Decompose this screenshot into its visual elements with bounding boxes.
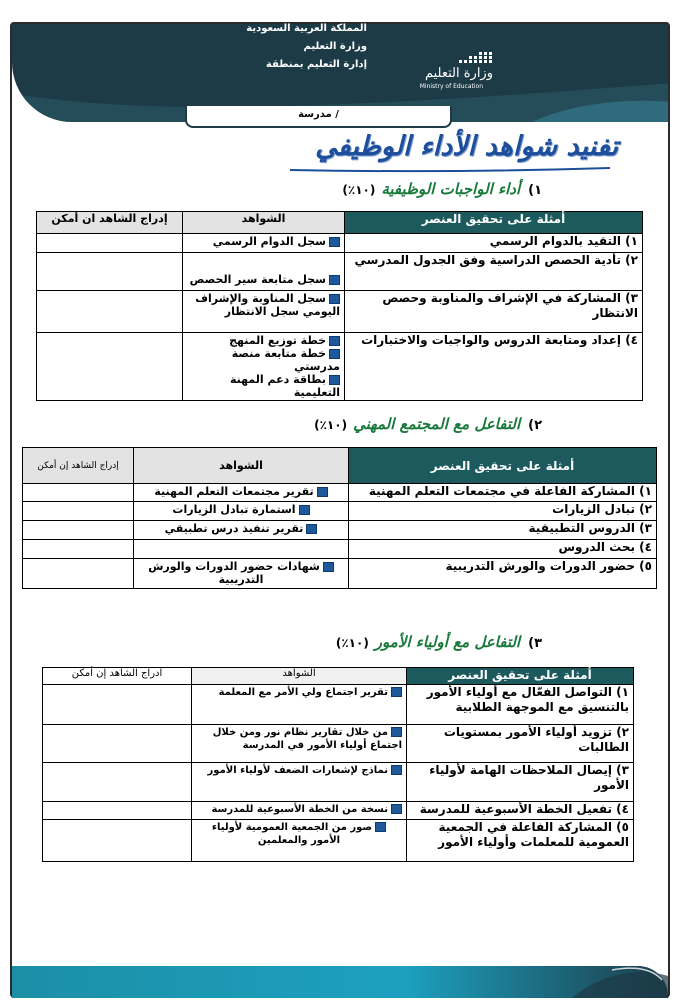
section-1-table bbox=[36, 211, 643, 401]
title-underline bbox=[290, 167, 610, 173]
checkbox-icon[interactable] bbox=[299, 505, 310, 515]
insert-evidence-cell[interactable] bbox=[43, 725, 192, 763]
col-insert-evidence: إدراج الشاهد إن أمكن bbox=[23, 448, 134, 484]
section-3-percent: (١٠٪) bbox=[335, 636, 369, 650]
evidence-cell bbox=[183, 333, 345, 401]
evidence-cell bbox=[134, 559, 349, 589]
evidence-text: تقرير مجتمعات التعلم المهنية bbox=[154, 485, 314, 498]
evidence-cell bbox=[192, 685, 407, 725]
col-evidence: الشواهد bbox=[183, 212, 345, 234]
table-header-row bbox=[37, 212, 643, 234]
page-title: تفنيد شواهد الأداء الوظيفي bbox=[315, 131, 618, 162]
checkbox-icon[interactable] bbox=[317, 487, 328, 497]
table-row bbox=[23, 540, 657, 559]
insert-evidence-cell[interactable] bbox=[37, 253, 183, 291]
logo-arabic-text: وزارة التعليم bbox=[424, 66, 493, 81]
evidence-cell bbox=[192, 820, 407, 862]
table-row bbox=[37, 291, 643, 333]
school-name-field bbox=[185, 106, 452, 128]
insert-evidence-cell[interactable] bbox=[23, 484, 134, 502]
insert-evidence-cell[interactable] bbox=[43, 802, 192, 820]
logo-english-text: Ministry of Education bbox=[419, 83, 483, 90]
section-2-percent: (١٠٪) bbox=[314, 418, 348, 432]
evidence-text: نسخة من الخطة الأسبوعية للمدرسة bbox=[211, 804, 388, 815]
checkbox-icon[interactable] bbox=[391, 765, 402, 775]
evidence-text: سجل الدوام الرسمي bbox=[212, 235, 326, 248]
section-1-heading bbox=[342, 180, 542, 198]
col-evidence: الشواهد bbox=[192, 668, 407, 685]
header-department: إدارة التعليم بمنطقة bbox=[265, 59, 367, 70]
checkbox-icon[interactable] bbox=[391, 727, 402, 737]
example-item: ٤) تفعيل الخطة الأسبوعية للمدرسة bbox=[407, 802, 634, 820]
example-item: ١) التواصل الفعّال مع أولياء الأمور بالتنسيق مع الموجهة الطلابية bbox=[407, 685, 634, 725]
evidence-cell bbox=[192, 725, 407, 763]
logo-dots-icon bbox=[409, 50, 493, 66]
footer-banner bbox=[12, 966, 668, 998]
insert-evidence-cell[interactable] bbox=[23, 540, 134, 559]
evidence-text: خطة متابعة منصة مدرستي bbox=[231, 347, 340, 373]
evidence-text: سجل متابعة سير الحصص bbox=[189, 273, 326, 286]
insert-evidence-cell[interactable] bbox=[43, 820, 192, 862]
example-item: ٤) إعداد ومتابعة الدروس والواجبات والاختبارات bbox=[345, 333, 643, 401]
insert-evidence-cell[interactable] bbox=[37, 234, 183, 253]
section-3-number: ٣) bbox=[528, 636, 542, 651]
school-label: مدرسة / bbox=[298, 109, 339, 120]
insert-evidence-cell[interactable] bbox=[43, 763, 192, 802]
example-item: ٥) المشاركة الفاعلة في الجمعية العمومية للمعلمات وأولياء الأمور bbox=[407, 820, 634, 862]
table-row bbox=[43, 820, 634, 862]
section-2-heading bbox=[314, 415, 542, 433]
col-insert-evidence: إدراج الشاهد ان أمكن bbox=[37, 212, 183, 234]
table-header-row bbox=[43, 668, 634, 685]
insert-evidence-cell[interactable] bbox=[43, 685, 192, 725]
table-header-row bbox=[23, 448, 657, 484]
header-kingdom: المملكة العربية السعودية bbox=[246, 23, 367, 34]
footer-wave-decoration bbox=[12, 966, 668, 998]
table-row bbox=[23, 484, 657, 502]
evidence-cell bbox=[134, 521, 349, 540]
example-item: ٣) المشاركة في الإشراف والمناوبة وحصص الانتظار bbox=[345, 291, 643, 333]
evidence-cell bbox=[192, 763, 407, 802]
col-examples: أمثلة على تحقيق العنصر bbox=[349, 448, 657, 484]
header-ministry-text bbox=[0, 20, 367, 74]
table-row bbox=[43, 763, 634, 802]
evidence-text: نماذج لإشعارات الضعف لأولياء الأمور bbox=[207, 765, 388, 776]
checkbox-icon[interactable] bbox=[329, 336, 340, 346]
insert-evidence-cell[interactable] bbox=[37, 291, 183, 333]
example-item: ٢) تبادل الزيارات bbox=[349, 502, 657, 521]
section-3-title: التفاعل مع أولياء الأمور bbox=[374, 633, 521, 651]
evidence-text: استمارة تبادل الزيارات bbox=[172, 503, 296, 516]
evidence-cell bbox=[192, 802, 407, 820]
insert-evidence-cell[interactable] bbox=[37, 333, 183, 401]
evidence-cell bbox=[183, 234, 345, 253]
evidence-cell bbox=[183, 291, 345, 333]
section-2-number: ٢) bbox=[528, 418, 542, 433]
example-item: ٣) الدروس التطبيقية bbox=[349, 521, 657, 540]
example-item: ١) التقيد بالدوام الرسمي bbox=[345, 234, 643, 253]
table-row bbox=[37, 333, 643, 401]
evidence-cell bbox=[183, 253, 345, 291]
col-evidence: الشواهد bbox=[134, 448, 349, 484]
checkbox-icon[interactable] bbox=[391, 804, 402, 814]
table-row bbox=[43, 802, 634, 820]
section-2-table bbox=[22, 447, 657, 589]
insert-evidence-cell[interactable] bbox=[23, 502, 134, 521]
col-examples: أمثلة على تحقيق العنصر bbox=[407, 668, 634, 685]
insert-evidence-cell[interactable] bbox=[23, 559, 134, 589]
evidence-text: شهادات حضور الدورات والورش التدريبية bbox=[148, 560, 320, 586]
section-2-title: التفاعل مع المجتمع المهني bbox=[353, 415, 521, 433]
section-1-percent: (١٠٪) bbox=[342, 183, 376, 197]
checkbox-icon[interactable] bbox=[323, 562, 334, 572]
table-row bbox=[43, 685, 634, 725]
table-row bbox=[23, 502, 657, 521]
checkbox-icon[interactable] bbox=[329, 237, 340, 247]
evidence-text: من خلال تقارير نظام نور ومن خلال اجتماع أولياء الأمور في المدرسة bbox=[212, 727, 402, 751]
col-examples: أمثلة على تحقيق العنصر bbox=[345, 212, 643, 234]
example-item: ٤) بحث الدروس bbox=[349, 540, 657, 559]
example-item: ٥) حضور الدورات والورش التدريبية bbox=[349, 559, 657, 589]
section-1-number: ١) bbox=[528, 183, 542, 198]
example-item: ٢) تأدية الحصص الدراسية وفق الجدول المدرسي bbox=[345, 253, 643, 291]
evidence-text: خطة توزيع المنهج bbox=[229, 334, 326, 347]
evidence-cell bbox=[134, 540, 349, 559]
evidence-text: صور من الجمعية العمومية لأولياء الأمور والمعلمين bbox=[211, 822, 373, 846]
checkbox-icon[interactable] bbox=[306, 524, 317, 534]
checkbox-icon[interactable] bbox=[329, 375, 340, 385]
evidence-text: تقرير اجتماع ولي الأمر مع المعلمة bbox=[218, 687, 388, 698]
table-row bbox=[23, 559, 657, 589]
checkbox-icon[interactable] bbox=[375, 822, 386, 832]
checkbox-icon[interactable] bbox=[391, 687, 402, 697]
example-item: ٢) تزويد أولياء الأمور بمستويات الطالبات bbox=[407, 725, 634, 763]
evidence-cell bbox=[134, 484, 349, 502]
section-3-heading bbox=[336, 633, 542, 651]
header-ministry: وزارة التعليم bbox=[303, 41, 367, 52]
table-row bbox=[37, 253, 643, 291]
example-item: ٣) إيصال الملاحظات الهامة لأولياء الأمور bbox=[407, 763, 634, 802]
table-row bbox=[43, 725, 634, 763]
evidence-text: تقرير تنفيذ درس تطبيقي bbox=[164, 522, 304, 535]
checkbox-icon[interactable] bbox=[329, 275, 340, 285]
section-1-title: أداء الواجبات الوظيفية bbox=[381, 180, 521, 198]
table-row bbox=[37, 234, 643, 253]
col-insert-evidence: ادراج الشاهد إن أمكن bbox=[43, 668, 192, 685]
example-item: ١) المشاركة الفاعلة في مجتمعات التعلم المهنية bbox=[349, 484, 657, 502]
checkbox-icon[interactable] bbox=[329, 294, 340, 304]
section-3-table bbox=[42, 667, 634, 862]
evidence-text: بطاقة دعم المهنة التعليمية bbox=[230, 373, 340, 399]
insert-evidence-cell[interactable] bbox=[23, 521, 134, 540]
evidence-cell bbox=[134, 502, 349, 521]
table-row bbox=[23, 521, 657, 540]
ministry-logo bbox=[388, 50, 493, 92]
evidence-text: سجل المناوبة والإشراف اليومي سجل الانتظار bbox=[195, 292, 340, 318]
checkbox-icon[interactable] bbox=[329, 349, 340, 359]
